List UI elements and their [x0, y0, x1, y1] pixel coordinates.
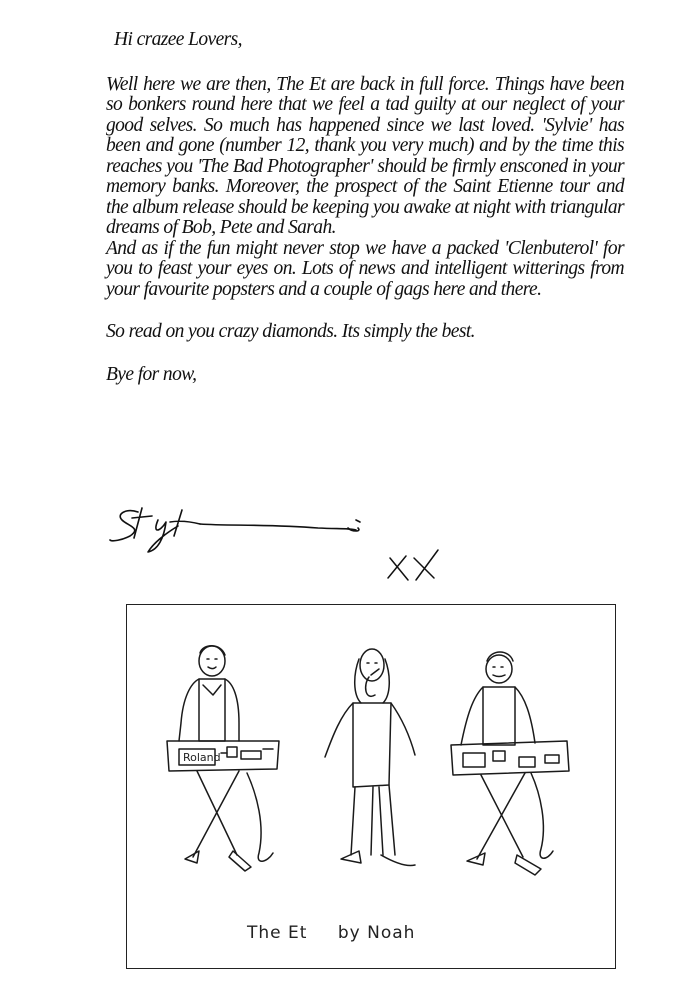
paragraph-crazy-diamonds: So read on you crazy diamonds. Its simply the best. [106, 321, 475, 342]
paragraph-clenbuterol: And as if the fun might never stop we have a packed 'Clenbuterol' for you to feast your eyes on. Lots of news and intelligent witterings from your favourite popsters and a couple of gags here and there. [106, 237, 624, 300]
band-member-right [461, 652, 535, 745]
band-drawing [127, 605, 617, 970]
handwritten-signature [108, 498, 468, 588]
band-member-middle [325, 649, 415, 866]
keyboard-right [451, 741, 569, 875]
signoff: Bye for now, [106, 363, 197, 385]
drawing-frame [126, 604, 616, 969]
band-member-left [179, 646, 239, 741]
paragraph-intro: Well here we are then, The Et are back in full force. Things have been so bonkers round here that we feel a tad guilty at our neglect of your good selves. So much has happened since we last loved. 'Sylvie' has been and gone (number 12, thank you very much) and by the time this reaches you 'The Bad Photographer' should be firmly ensconed in your memory banks. Moreover, the prospect of the Saint Etienne tour and the album release should be keeping you awake at night with triangular dreams of Bob, Pete and Sarah. [106, 73, 624, 238]
caption-title: The Et [247, 923, 308, 943]
drawing-caption [247, 923, 439, 943]
keyboard-brand-label: Roland [183, 751, 221, 764]
kisses-mark [388, 550, 438, 580]
caption-author: by Noah [337, 923, 416, 943]
greeting: Hi crazee Lovers, [114, 29, 242, 50]
letter-body [106, 30, 624, 385]
